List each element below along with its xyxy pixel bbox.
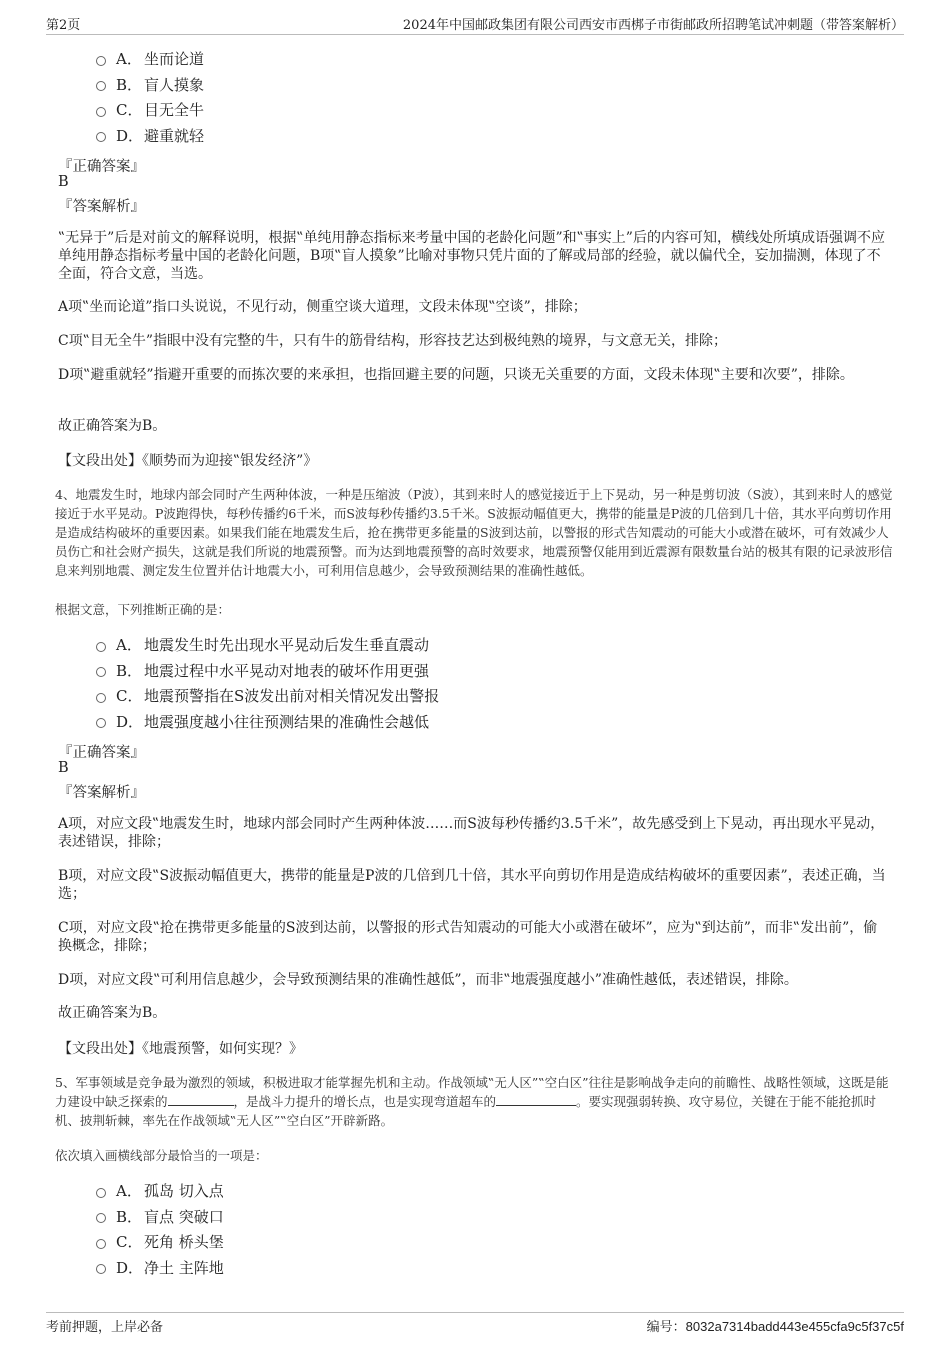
- radio-icon[interactable]: [96, 1213, 106, 1223]
- q3-analysis-title: 『答案解析』: [58, 199, 145, 215]
- q4-analysis-1: A项，对应文段‟地震发生时，地球内部会同时产生两种体波……而S波每秒传播约3.5千米”，故先感受到上下晃动，再出现水平晃动，表述错误，排除；: [58, 816, 885, 850]
- q4-source: 【文段出处】《地震预警，如何实现？》: [58, 1041, 303, 1057]
- radio-icon[interactable]: [96, 1239, 106, 1249]
- q4-option-d[interactable]: D． 地震强度越小往往预测结果的准确性会越低: [96, 709, 439, 735]
- document-code: 编号：8032a7314badd443e455cfa9c5f37c5f: [646, 1319, 904, 1334]
- q4-analysis-2: B项，对应文段‟S波振动幅值更大，携带的能量是P波的几倍到几十倍，其水平向剪切作用是造成结构破坏的重要因素”，表述正确，当选；: [58, 868, 886, 902]
- q3-option-c[interactable]: C． 目无全牛: [96, 97, 204, 123]
- q5-option-a[interactable]: A． 孤岛 切入点: [96, 1178, 224, 1204]
- document-title: 2024年中国邮政集团有限公司西安市西梆子市街邮政所招聘笔试冲刺题（带答案解析）: [402, 18, 904, 33]
- q5-stem: 5、军事领域是竞争最为激烈的领域，积极进取才能掌握先机和主动。作战领域‟无人区”‟空白区”往往是影响战争走向的前瞻性、战略性领域，这既是能力建设中缺乏探索的 ，是战斗力提升的增长点，也是实现弯道超车的 。要实现强弱转换、攻守易位，关键在于能不能抢抓时机、披荆斩棘，率先在作战领域‟无人区”‟空白区”开辟新路。: [55, 1075, 889, 1128]
- q3-analysis-3: C项‟目无全牛”指眼中没有完整的牛，只有牛的筋骨结构，形容技艺达到极纯熟的境界，与文意无关，排除；: [58, 333, 728, 349]
- q4-option-c[interactable]: C． 地震预警指在S波发出前对相关情况发出警报: [96, 683, 439, 709]
- q4-option-b[interactable]: B． 地震过程中水平晃动对地表的破坏作用更强: [96, 658, 439, 684]
- radio-icon[interactable]: [96, 1264, 106, 1274]
- q5-option-b[interactable]: B． 盲点 突破口: [96, 1204, 224, 1230]
- q3-source: 【文段出处】《顺势而为迎接‟银发经济”》: [58, 453, 318, 469]
- radio-icon[interactable]: [96, 642, 106, 652]
- radio-icon[interactable]: [96, 667, 106, 677]
- q3-option-d[interactable]: D． 避重就轻: [96, 123, 204, 149]
- q4-analysis-4: D项，对应文段‟可利用信息越少，会导致预测结果的准确性越低”，而非‟地震强度越小”准确性越低，表述错误，排除。: [58, 972, 798, 988]
- q4-answer: B: [58, 760, 69, 776]
- q4-option-a[interactable]: A． 地震发生时先出现水平晃动后发生垂直震动: [96, 632, 439, 658]
- page-number: 第2页: [46, 18, 81, 33]
- q3-options: [96, 46, 204, 148]
- q3-analysis-5: 故正确答案为B。: [58, 418, 167, 434]
- blank-2: [496, 1093, 576, 1106]
- radio-icon[interactable]: [96, 107, 106, 117]
- blank-1: [168, 1093, 234, 1106]
- q5-options: [96, 1178, 224, 1280]
- radio-icon[interactable]: [96, 132, 106, 142]
- radio-icon[interactable]: [96, 1188, 106, 1198]
- page-footer: [46, 1312, 904, 1338]
- q3-answer: B: [58, 174, 69, 190]
- radio-icon[interactable]: [96, 718, 106, 728]
- q3-analysis-1: ‟无异于”后是对前文的解释说明，根据‟单纯用静态指标来考量中国的老龄化问题”和‟事实上”后的内容可知，横线处所填成语强调不应单纯用静态指标考量中国的老龄化问题，B项‟盲人摸象”比喻对事物只凭片面的了解或局部的经验，就以偏代全，妄加揣测，体现了不全面，符合文意，当选。: [58, 230, 885, 282]
- footer-slogan: 考前押题，上岸必备: [46, 1320, 164, 1335]
- q5-option-d[interactable]: D． 净土 主阵地: [96, 1255, 224, 1281]
- q4-analysis-5: 故正确答案为B。: [58, 1005, 167, 1021]
- radio-icon[interactable]: [96, 56, 106, 66]
- q4-analysis-3: C项，对应文段‟抢在携带更多能量的S波到达前，以警报的形式告知震动的可能大小或潜在破坏”，应为‟到达前”，而非‟发出前”，偷换概念，排除；: [58, 920, 878, 954]
- q5-option-c[interactable]: C． 死角 桥头堡: [96, 1229, 224, 1255]
- q3-option-b[interactable]: B． 盲人摸象: [96, 72, 204, 98]
- q4-prompt: 根据文意，下列推断正确的是：: [55, 602, 231, 617]
- q3-analysis-4: D项‟避重就轻”指避开重要的而拣次要的来承担，也指回避主要的问题，只谈无关重要的方面，文段未体现‟主要和次要”，排除。: [58, 367, 854, 383]
- q4-options: [96, 632, 439, 734]
- q3-option-a[interactable]: A． 坐而论道: [96, 46, 204, 72]
- radio-icon[interactable]: [96, 81, 106, 91]
- q4-analysis-title: 『答案解析』: [58, 785, 145, 801]
- q5-prompt: 依次填入画横线部分最恰当的一项是：: [55, 1148, 268, 1163]
- q3-answer-title: 『正确答案』: [58, 159, 145, 175]
- q4-stem: 4、地震发生时，地球内部会同时产生两种体波，一种是压缩波（P波），其到来时人的感觉接近于上下晃动，另一种是剪切波（S波），其到来时人的感觉接近于水平晃动。P波跑得快，每秒传播约6千米，而S波每秒传播约3.5千米。S波振动幅值更大，携带的能量是P波的几倍到几十倍，其水平向剪切作用是造成结构破坏的重要因素。如果我们能在地震发生后，抢在携带更多能量的S波到达前，以警报的形式告知震动的可能大小或潜在破坏，可有效减少人员伤亡和社会财产损失，这就是我们所说的地震预警。而为达到地震预警的高时效要求，地震预警仅能用到近震源有限数量台站的极其有限的记录波形信息来判别地震、测定发生位置并估计地震大小，可利用信息越少，会导致预测结果的准确性越低。: [55, 487, 893, 578]
- q3-analysis-2: A项‟坐而论道”指口头说说，不见行动，侧重空谈大道理，文段未体现‟空谈”，排除；: [58, 299, 587, 315]
- q4-answer-title: 『正确答案』: [58, 745, 145, 761]
- radio-icon[interactable]: [96, 693, 106, 703]
- page-header: [46, 14, 904, 35]
